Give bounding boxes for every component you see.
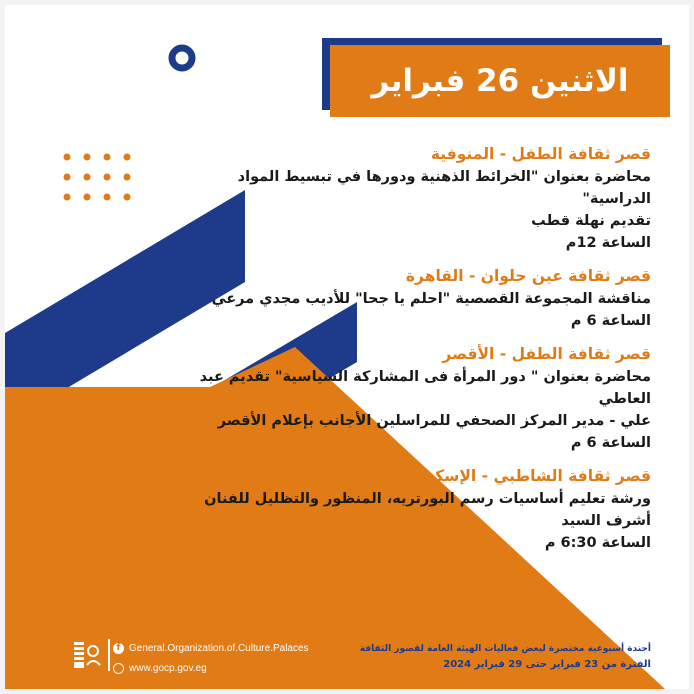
date-banner xyxy=(330,45,670,117)
agenda-period: الفترة من 23 فبراير حتى 29 فبراير 2024 xyxy=(443,659,651,670)
footer-social xyxy=(113,638,363,678)
poster-card xyxy=(5,5,689,689)
event-time: الساعة 6 م xyxy=(570,313,651,329)
event-item xyxy=(181,342,651,454)
event-time: الساعة 6 م xyxy=(570,435,651,451)
event-venue: قصر ثقافة الطفل - المنوفية xyxy=(430,145,651,163)
facebook-icon: f xyxy=(113,643,124,654)
events-list xyxy=(181,142,651,564)
event-description-line: ورشة تعليم أساسيات رسم البورتريه، المنظور والتظليل للفنان xyxy=(204,491,651,507)
footer-caption xyxy=(360,641,651,673)
event-description-line: محاضرة بعنوان "الخرائط الذهنية ودورها في تبسيط المواد الدراسية" xyxy=(237,169,651,207)
event-time: الساعة 6:30 م xyxy=(544,535,651,551)
event-description-line: أشرف السيد xyxy=(561,513,651,529)
organization-logo xyxy=(72,639,104,671)
event-item xyxy=(181,142,651,254)
event-time: الساعة 12م xyxy=(565,235,651,251)
date-title: الاثنين 26 فبراير xyxy=(371,63,629,99)
event-item xyxy=(181,264,651,332)
dot-grid-decoration xyxy=(64,154,131,201)
event-description-line: مناقشة المجموعة القصصية "احلم يا جحا" للأديب مجدي مرعي xyxy=(211,291,651,307)
globe-icon xyxy=(113,663,124,674)
facebook-handle: General.Organization.of.Culture.Palaces xyxy=(129,642,309,654)
event-venue: قصر ثقافة الطفل - الأقصر xyxy=(442,345,651,363)
event-description-line: تقديم نهلة قطب xyxy=(531,213,651,229)
event-item xyxy=(181,464,651,554)
event-venue: قصر ثقافة عين حلوان - القاهرة xyxy=(405,267,651,285)
logo-divider xyxy=(108,639,110,671)
event-description-line: علي - مدير المركز الصحفي للمراسلين الأجانب بإعلام الأقصر xyxy=(217,413,651,429)
website-link[interactable] xyxy=(113,658,363,678)
website-url: www.gocp.gov.eg xyxy=(129,662,207,674)
event-venue: قصر ثقافة الشاطبي - الإسكندرية xyxy=(395,467,651,485)
agenda-caption: أجندة أسبوعية مختصرة لبعض فعاليات الهيئة العامة لقصور الثقافة xyxy=(359,644,651,654)
ring-decoration xyxy=(172,48,192,68)
event-description-line: محاضرة بعنوان " دور المرأة فى المشاركة السياسية" تقديم عبد العاطي xyxy=(199,369,651,407)
facebook-link[interactable] xyxy=(113,638,363,658)
